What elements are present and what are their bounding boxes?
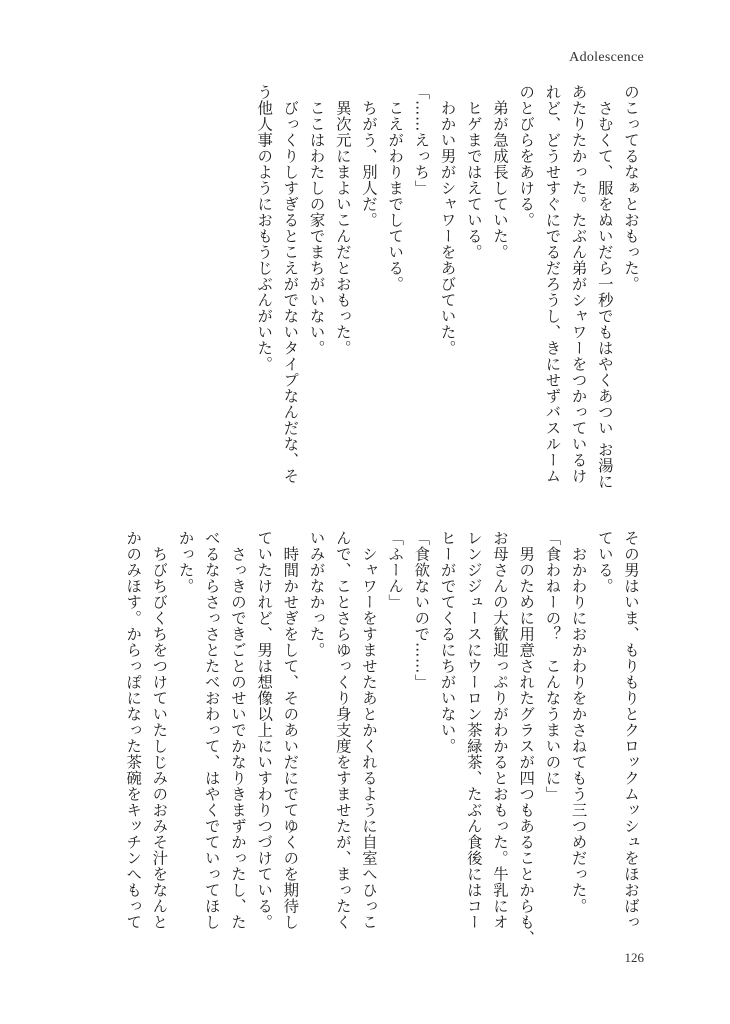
text-line: あたりたかった。たぶん弟がシャワーをつかっているけ bbox=[569, 84, 588, 484]
text-line: かった。 bbox=[176, 530, 195, 594]
text-line: 異次元にまよいこんだとおもった。 bbox=[333, 84, 352, 356]
text-line: べるならさっさとたべおわって、はやくでていってほし bbox=[202, 530, 221, 930]
text-line: 弟が急成長していた。 bbox=[490, 84, 509, 260]
text-line: れど、どうせすぐにでるだろうし、きにせずバスルーム bbox=[543, 84, 562, 484]
text-line: 「ふーん」 bbox=[386, 530, 405, 610]
text-line: 男のために用意されたグラスが四つもあることからも、 bbox=[517, 530, 536, 946]
text-line: 「食わねーの？ こんなうまいのに」 bbox=[543, 530, 562, 802]
text-line: わかい男がシャワーをあびていた。 bbox=[438, 84, 457, 356]
text-line: びっくりしすぎるとこえがでないタイプなんだな、そ bbox=[281, 84, 300, 484]
text-block-lower bbox=[120, 530, 644, 946]
text-line: シャワーをすませたあとかくれるように自室へひっこ bbox=[359, 530, 378, 930]
text-line: のとびらをあける。 bbox=[517, 84, 536, 228]
text-line: ちがう、別人だ。 bbox=[359, 84, 378, 228]
text-line: ていたけれど、男は想像以上にいすわりつづけている。 bbox=[255, 530, 274, 930]
text-line: のこってるなぁとおもった。 bbox=[622, 84, 640, 292]
text-line: 「……えっち」 bbox=[412, 84, 431, 196]
text-line: おかわりにおかわりをかさねてもう三つめだった。 bbox=[569, 530, 588, 914]
text-line: う他人事のようにおもうじぶんがいた。 bbox=[255, 84, 274, 372]
page-number: 126 bbox=[624, 950, 644, 965]
running-header: Adolescence bbox=[569, 50, 644, 65]
text-line: ヒーがでてくるにちがいない。 bbox=[438, 530, 457, 754]
text-line: んで、ことさらゆっくり身支度をすませたが、まったく bbox=[333, 530, 352, 930]
text-line: いみがなかった。 bbox=[307, 530, 326, 658]
text-line: かのみほす。からっぽになった茶碗をキッチンへもって bbox=[124, 530, 143, 930]
text-line: 「食欲ないので……」 bbox=[412, 530, 431, 690]
text-line: ちびちびくちをつけていたしじみのおみそ汁をなんと bbox=[150, 530, 169, 930]
text-line: ヒゲまではえている。 bbox=[464, 84, 483, 260]
text-block-upper bbox=[251, 84, 644, 504]
text-line: お母さんの大歓迎っぷりがわかるとおもった。牛乳にオ bbox=[490, 530, 509, 930]
text-line: レンジジュースにウーロン茶緑茶、たぶん食後にはコー bbox=[464, 530, 483, 930]
text-line: 時間かせぎをして、そのあいだにでてゆくのを期待し bbox=[281, 530, 300, 930]
text-line: ここはわたしの家でまちがいない。 bbox=[307, 84, 326, 356]
text-line: さむくて、服をぬいだら一秒でもはやくあつい お湯に bbox=[595, 84, 614, 490]
text-line: さっきのできごとのせいでかなりきまずかったし、た bbox=[228, 530, 247, 930]
text-line: こえがわりまでしている。 bbox=[386, 84, 405, 292]
text-line: その男はいま、もりもりとクロックムッシュをほおばっ bbox=[622, 530, 640, 930]
text-line: ている。 bbox=[595, 530, 614, 594]
